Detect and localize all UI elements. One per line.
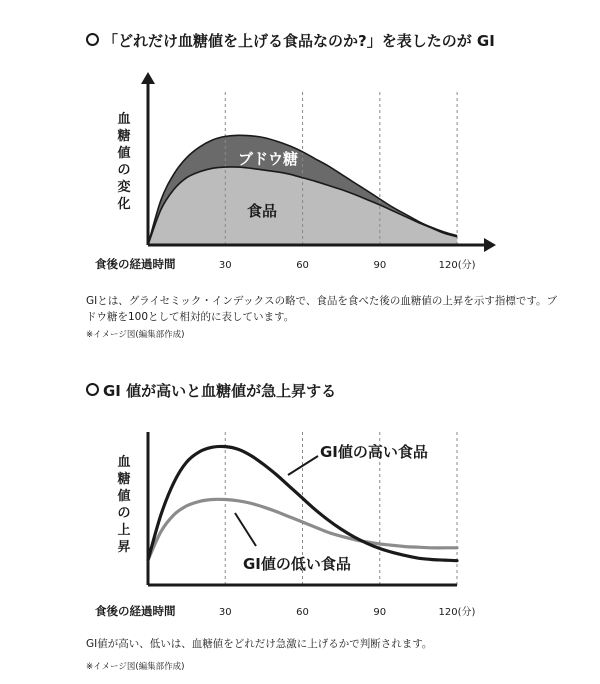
x-axis-arrow-icon bbox=[484, 238, 496, 252]
y-axis-label-char: 変 bbox=[117, 180, 131, 195]
gi-area-chart bbox=[0, 0, 600, 290]
x-tick-label: 120(分) bbox=[438, 607, 476, 618]
y-axis-label-char: の bbox=[117, 506, 131, 521]
gi-comparison-section bbox=[0, 360, 600, 684]
y-axis-arrow-icon bbox=[141, 72, 155, 84]
image-note: ※イメージ図(編集部作成) bbox=[86, 330, 185, 340]
y-axis-label-char: 血 bbox=[117, 455, 131, 470]
chart-caption: GIとは、グライセミック・インデックスの略で、食品を食べた後の血糖値の上昇を示す指標です。ブドウ糖を100として相対的に表しています。 bbox=[86, 295, 558, 323]
gi-line-chart bbox=[0, 360, 600, 635]
y-axis-label-char: 化 bbox=[117, 197, 131, 212]
heading-text: GI 値が高いと血糖値が急上昇する bbox=[103, 382, 337, 400]
x-tick-label: 30 bbox=[218, 260, 232, 271]
y-axis-label-char: 上 bbox=[117, 523, 131, 538]
x-tick-label: 90 bbox=[373, 260, 387, 271]
heading-text: 「どれだけ血糖値を上げる食品なのか?」を表したのが GI bbox=[103, 32, 495, 50]
x-axis-label: 食後の経過時間 bbox=[95, 604, 176, 618]
callout-line-low-gi bbox=[235, 513, 256, 546]
x-tick-label: 120(分) bbox=[438, 260, 476, 271]
series-label-high-gi: GI値の高い食品 bbox=[320, 443, 428, 461]
series-label-low-gi: GI値の低い食品 bbox=[243, 555, 351, 573]
x-tick-label: 60 bbox=[296, 260, 309, 271]
chart-caption: GI値が高い、低いは、血糖値をどれだけ急激に上げるかで判断されます。 bbox=[86, 638, 433, 650]
y-axis-label-char: 血 bbox=[117, 112, 131, 127]
x-axis-label: 食後の経過時間 bbox=[95, 257, 176, 271]
image-note: ※イメージ図(編集部作成) bbox=[86, 662, 185, 672]
x-tick-label: 90 bbox=[373, 607, 387, 618]
y-axis-label-char: 値 bbox=[117, 146, 131, 161]
y-axis-label-char: の bbox=[117, 163, 131, 178]
x-tick-label: 60 bbox=[296, 607, 309, 618]
series-label-food: 食品 bbox=[246, 202, 278, 220]
series-label-glucose: ブドウ糖 bbox=[237, 150, 299, 168]
y-axis-label-char: 昇 bbox=[117, 540, 131, 555]
x-tick-label: 30 bbox=[218, 607, 232, 618]
y-axis-label-char: 値 bbox=[117, 489, 131, 504]
y-axis-label-char: 糖 bbox=[117, 472, 131, 487]
y-axis-label-char: 糖 bbox=[117, 129, 131, 144]
